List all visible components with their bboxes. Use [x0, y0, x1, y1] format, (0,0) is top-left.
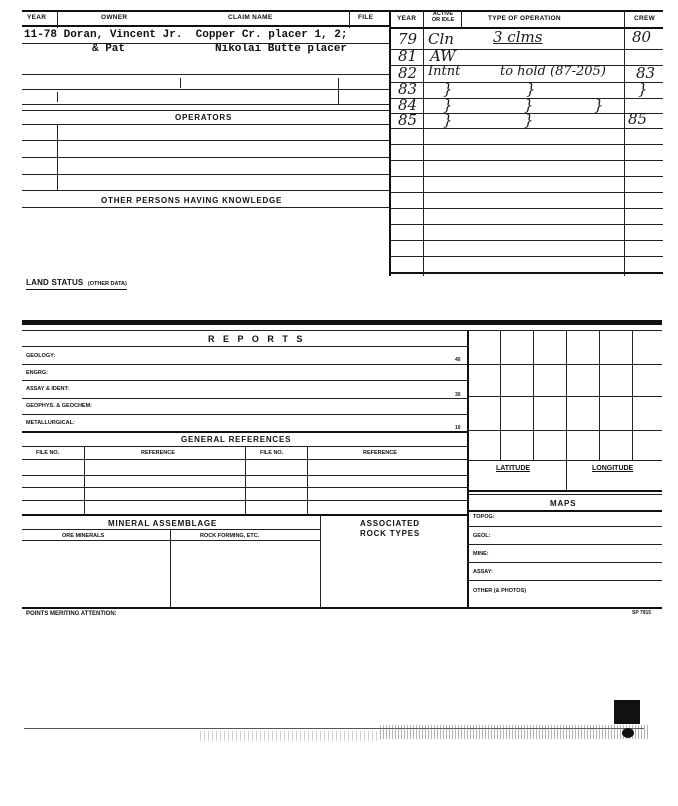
activity-operation: }	[526, 80, 536, 98]
activity-operation: to hold (87-205)	[500, 64, 606, 79]
activity-year: 81	[398, 47, 418, 65]
ref-reference-header: REFERENCE	[141, 450, 175, 456]
activity-status: AW	[430, 47, 456, 65]
associated-rock-types-line2: ROCK TYPES	[360, 529, 421, 538]
report-number: 10	[455, 425, 461, 431]
form-number: SP 7915	[632, 610, 652, 616]
ore-minerals-header: ORE MINERALS	[62, 533, 105, 539]
reports-title: R E P O R T S	[208, 334, 306, 344]
owner-entry-claim: Nikolai Butte placer	[215, 43, 348, 55]
claim-name-header: CLAIM NAME	[228, 14, 273, 21]
ref-file-no-header: FILE NO.	[260, 450, 284, 456]
activity-status: }	[443, 96, 453, 114]
active-idle-header	[427, 11, 459, 23]
idle-label: OR IDLE	[431, 17, 455, 23]
map-label: GEOL:	[473, 533, 491, 539]
crew-header: CREW	[634, 15, 656, 22]
report-label: ASSAY & IDENT:	[26, 386, 70, 392]
activity-crew: }	[594, 96, 604, 114]
other-persons-title: OTHER PERSONS HAVING KNOWLEDGE	[101, 196, 283, 205]
activity-crew: 80	[632, 28, 652, 46]
activity-status: Intnt	[428, 64, 461, 79]
report-label: ENGRG:	[26, 370, 48, 376]
report-label: GEOPHYS. & GEOCHEM:	[26, 403, 93, 409]
operation-type-header: TYPE OF OPERATION	[488, 15, 561, 22]
activity-crew: 85	[628, 110, 648, 128]
report-number: 40	[455, 357, 461, 363]
mineral-assemblage-title: MINERAL ASSEMBLAGE	[108, 519, 218, 528]
activity-operation: }	[524, 111, 534, 129]
activity-year: 82	[398, 64, 418, 82]
longitude-label: LONGITUDE	[592, 465, 634, 472]
latitude-label: LATITUDE	[496, 465, 531, 472]
map-label: ASSAY:	[473, 569, 493, 575]
activity-year-header: YEAR	[397, 15, 417, 22]
activity-year: 85	[398, 111, 418, 129]
rock-forming-header: ROCK FORMING, ETC.	[200, 533, 260, 539]
activity-status: Cln	[428, 30, 454, 48]
operators-title: OPERATORS	[175, 113, 233, 122]
land-status-title: LAND STATUS	[26, 278, 84, 287]
activity-operation: }	[524, 96, 534, 114]
activity-year: 83	[398, 80, 418, 98]
ref-file-no-header: FILE NO.	[36, 450, 60, 456]
year-header: YEAR	[27, 14, 47, 21]
maps-title: MAPS	[550, 499, 577, 508]
owner-header: OWNER	[101, 14, 128, 21]
report-label: METALLURGICAL:	[26, 420, 75, 426]
ref-reference-header: REFERENCE	[363, 450, 397, 456]
activity-status: }	[443, 80, 453, 98]
activity-status: }	[443, 111, 453, 129]
activity-crew: }	[638, 80, 648, 98]
activity-operation: 3 clms	[493, 28, 543, 46]
owner-entry-line1: 11-78 Doran, Vincent Jr. Copper Cr. placer 1, 2;	[24, 29, 348, 41]
general-references-title: GENERAL REFERENCES	[181, 435, 292, 444]
map-label: TOPOG:	[473, 514, 495, 520]
active-label: ACTIVE	[432, 11, 454, 17]
owner-entry-owner: & Pat	[92, 43, 126, 55]
report-number: 30	[455, 392, 461, 398]
points-meriting-attention: POINTS MERITING ATTENTION:	[26, 611, 117, 617]
activity-crew: 83	[636, 64, 656, 82]
land-status-label	[26, 276, 127, 290]
associated-rock-types-line1: ASSOCIATED	[360, 519, 420, 528]
report-label: GEOLOGY:	[26, 353, 56, 359]
activity-year: 84	[398, 96, 418, 114]
map-label: OTHER (& PHOTOS)	[473, 588, 527, 594]
map-label: MINE:	[473, 551, 489, 557]
land-status-subtitle: (OTHER DATA)	[87, 281, 127, 287]
file-header: FILE	[358, 14, 374, 21]
activity-year: 79	[398, 30, 418, 48]
